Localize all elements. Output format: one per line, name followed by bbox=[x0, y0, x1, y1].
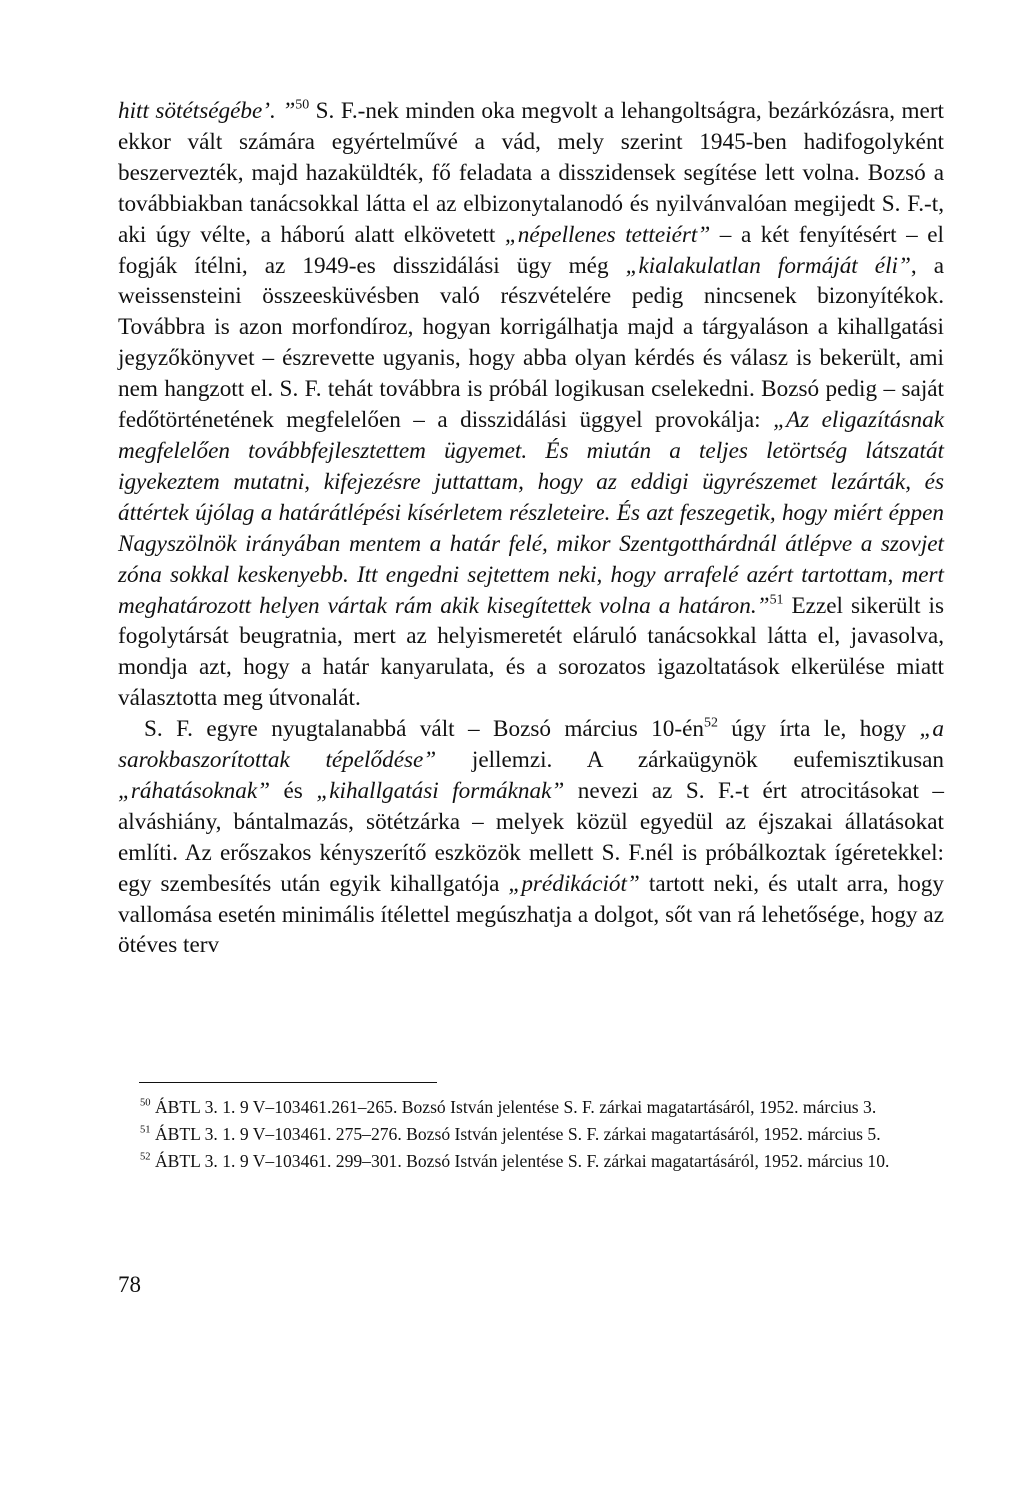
quote-italic: „ráhatásoknak” bbox=[118, 777, 271, 804]
footnotes bbox=[118, 1094, 950, 1175]
text-run: nevezi az S. F.-t ért atrocitásokat – alváshiány, bántalmazás, sötétzárka – melyek közül egyedül az éjszakai állatásokat említi. Az erőszakos kényszerítő eszközök mellett S. F.nél is próbálkoztak ígéretekkel: egy szembesítés után egyik kihallgatója bbox=[118, 777, 944, 897]
quote-italic: „kialakulatlan formáját éli” bbox=[625, 252, 911, 279]
footnote-ref-50[interactable]: 50 bbox=[295, 97, 310, 113]
footnote-ref-51[interactable]: 51 bbox=[769, 591, 784, 607]
footnote-number: 50 bbox=[140, 1097, 151, 1109]
page-number: 78 bbox=[118, 1272, 141, 1297]
main-text bbox=[118, 96, 944, 961]
footnote-51 bbox=[118, 1121, 950, 1148]
quote-italic: „kihallgatási formáknak” bbox=[316, 777, 565, 804]
paragraph-1 bbox=[118, 96, 944, 714]
footnote-52 bbox=[118, 1148, 950, 1175]
footnote-text: ÁBTL 3. 1. 9 V–103461. 275–276. Bozsó István jelentése S. F. zárkai magatartásáról, 1952. március 5. bbox=[150, 1124, 881, 1144]
text-run: , a weissensteini összeesküvésben való részvételére pedig nincsenek bizonyítékok. Továbbra is azon morfondíroz, hogyan korrigálhatja majd a tárgyaláson a kihallgatási jegyzőkönyvet – észrevette ugyanis, hogy abba olyan kérdés és válasz is bekerült, ami nem hangzott el. S. F. tehát továbbra is próbál logikusan cselekedni. Bozsó pedig – saját fedőtörténetének megfelelően – a disszidálási üggyel provokálja: bbox=[118, 252, 945, 434]
body-text bbox=[118, 96, 944, 961]
text-run: és bbox=[270, 777, 317, 804]
text-run: – a két fenyítésért – el fogják ítélni, az 1949-es disszidálási ügy még bbox=[118, 221, 944, 279]
footnote-number: 51 bbox=[140, 1124, 151, 1136]
text-run: úgy írta le, hogy bbox=[717, 716, 920, 743]
footnote-number: 52 bbox=[140, 1151, 151, 1163]
text-run: S. F.-nek minden oka megvolt a lehangoltságra, bezárkózásra, mert ekkor vált számára egyértelművé a vád, mely szerint 1945-ben hadifogolyként beszervezték, majd hazaküldték, fő feladata a disszidensek segítése lett volna. Bozsó a továbbiakban tanácsokkal látta el az elbizonytalanodó és nyilvánvalóan megijedt S. F.-t, aki úgy vélte, a háború alatt elkövetett bbox=[118, 98, 945, 248]
footnote-divider bbox=[139, 1082, 437, 1083]
text-run: tartott neki, és utalt arra, hogy vallomása esetén minimális ítélettel megúszhatja a dolgot, sőt van rá lehetősége, hogy az ötéves terv bbox=[118, 870, 944, 959]
text-run: S. F. egyre nyugtalanabbá vált – Bozsó március 10-én bbox=[144, 716, 704, 743]
quote-italic: „prédikációt” bbox=[508, 870, 640, 897]
quote-italic: hitt sötétségébe’. ” bbox=[118, 98, 296, 124]
quote-italic: „a sarokbaszorítottak tépelődése” bbox=[118, 716, 944, 774]
footnote-ref-52[interactable]: 52 bbox=[703, 715, 718, 731]
text-run: jellemzi. A zárkaügynök eufemisztikusan bbox=[436, 747, 944, 774]
footnote-50 bbox=[118, 1094, 950, 1121]
text-run: Ezzel sikerült is fogolytársát beugratnia, mert az helyismeretét eláruló tanácsokkal látta el, javasolva, mondja azt, hogy a határ kanyarulata, és a sorozatos igazoltatások elkerülése miatt választotta meg útvonalát. bbox=[118, 592, 945, 712]
paragraph-2 bbox=[118, 714, 944, 961]
quote-italic: „népellenes tetteiért” bbox=[504, 221, 711, 248]
quote-italic: „Az eligazításnak megfelelően továbbfejlesztettem ügyemet. És miután a teljes letörtség látszatát igyekeztem mutatni, kifejezésre juttattam, hogy az eddigi ügyrészemet lezárták, és áttértek újólag a határátlépési kísérletem részleteire. És azt feszegetik, hogy miért éppen Nagyszölnök irányában mentem a határ felé, mikor Szentgotthárdnál átlépve a szovjet zóna sokkal keskenyebb. Itt engedni sejtettem neki, hogy arrafelé azért tartottam, mert meghatározott helyen vártak rám akik kisegítettek volna a határon.” bbox=[118, 407, 944, 619]
footnote-text: ÁBTL 3. 1. 9 V–103461.261–265. Bozsó István jelentése S. F. zárkai magatartásáról, 1952. március 3. bbox=[150, 1097, 877, 1117]
footnote-text: ÁBTL 3. 1. 9 V–103461. 299–301. Bozsó István jelentése S. F. zárkai magatartásáról, 1952. március 10. bbox=[150, 1151, 890, 1171]
